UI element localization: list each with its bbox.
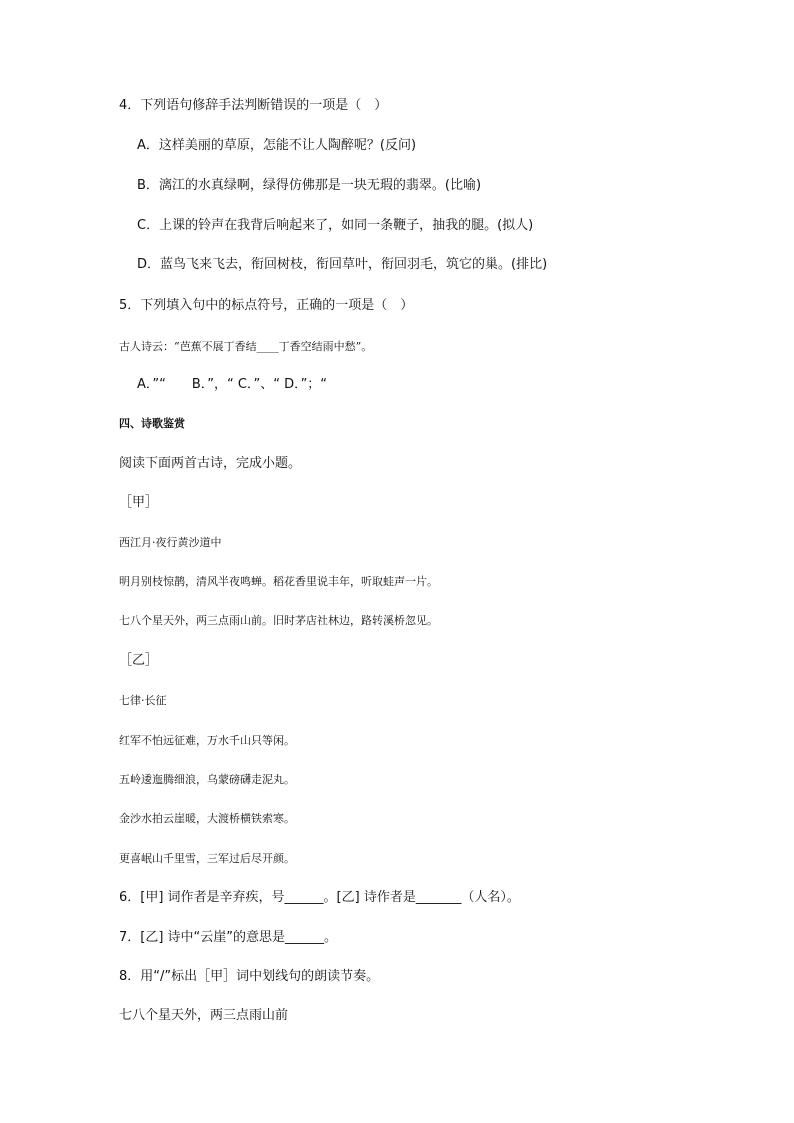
q4-stem: 4．下列语句修辞手法判断错误的一项是（ ） [119,98,388,113]
q5-stem: 5．下列填入句中的标点符号，正确的一项是（ ） [119,298,414,313]
poem-b-line: 红军不怕远征难，万水千山只等闲。 [119,734,295,747]
q8-underlined-line: 七八个星天外，两三点雨山前 [119,1008,289,1023]
poem-a-line: 七八个星天外，两三点雨山前。旧时茅店社林边，路转溪桥忽见。 [119,614,438,627]
q4-option-b: B．漓江的水真绿啊，绿得仿佛那是一块无瑕的翡翠。(比喻) [137,178,482,193]
poem-a-title: 西江月·夜行黄沙道中 [119,536,222,549]
section-instruction: 阅读下面两首古诗，完成小题。 [119,456,302,471]
poem-b-title: 七律·长征 [119,694,167,707]
poem-b-line: 金沙水拍云崖暖，大渡桥横铁索寒。 [119,812,295,825]
q4-option-c: C．上课的铃声在我背后响起来了，如同一条鞭子，抽我的腿。(拟人) [137,218,534,233]
question-6: 6．[甲] 词作者是辛弃疾，号______。[乙] 诗作者是_______（人名）。 [119,890,520,905]
poem-b-tag: ［乙］ [119,653,159,668]
q4-option-a: A．这样美丽的草原，怎能不让人陶醉呢？(反问) [137,138,417,153]
q4-option-d: D．蓝鸟飞来飞去，衔回树枝，衔回草叶，衔回羽毛，筑它的巢。(排比) [137,257,548,272]
poem-b-line: 更喜岷山千里雪，三军过后尽开颜。 [119,852,295,865]
q5-quote: 古人诗云：“芭蕉不展丁香结____丁香空结雨中愁”。 [119,340,373,353]
poem-a-tag: ［甲］ [119,495,159,510]
section-heading: 四、诗歌鉴赏 [119,417,185,430]
question-7: 7．[乙] 诗中“云崖”的意思是______。 [119,930,338,945]
question-8: 8．用“/”标出［甲］词中划线句的朗读节奏。 [119,969,380,984]
poem-a-line: 明月别枝惊鹊，清风半夜鸣蝉。稻花香里说丰年，听取蛙声一片。 [119,575,438,588]
poem-b-line: 五岭逶迤腾细浪，乌蒙磅礴走泥丸。 [119,773,295,786]
q5-options: A．”“ B．”，“ C．”、“ D．”；“ [137,377,328,392]
